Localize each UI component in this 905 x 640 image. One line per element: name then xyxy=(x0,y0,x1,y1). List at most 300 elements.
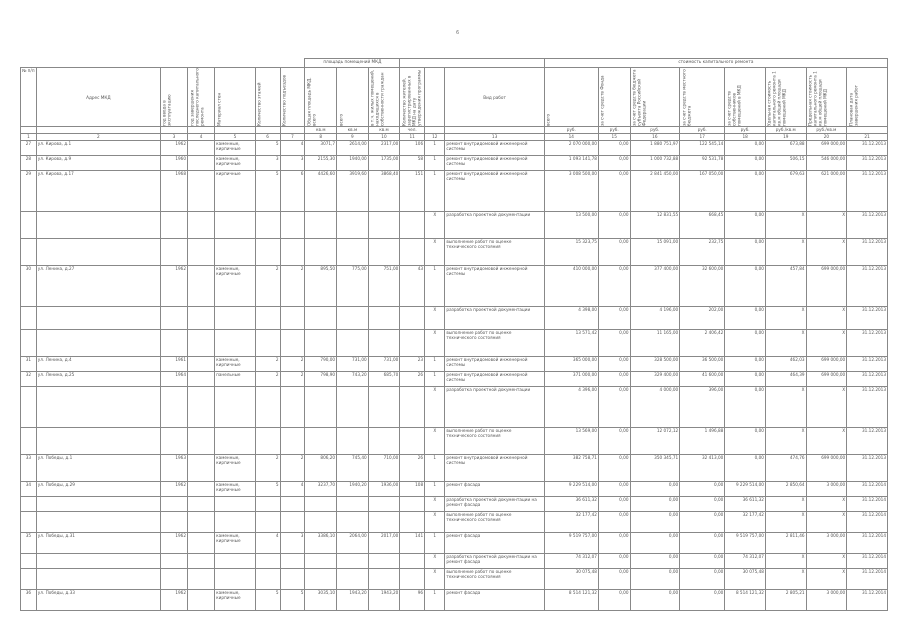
row-local: 0,00 xyxy=(680,569,725,590)
row-planned-date: 31.12.2014 xyxy=(847,482,888,497)
row-area-private: 1735,00 xyxy=(368,156,400,171)
row-address xyxy=(36,307,160,330)
row-entrances: 5 xyxy=(280,590,305,611)
unit-rub: руб. xyxy=(725,127,766,134)
row-address xyxy=(36,387,160,428)
row-residents: 23 xyxy=(400,357,425,372)
row-local: 92 531,78 xyxy=(680,156,725,171)
row-entrances: 6 xyxy=(280,171,305,212)
row-unit-cost: X xyxy=(765,554,806,569)
row-residents: 108 xyxy=(400,482,425,497)
row-local: 122 545,14 xyxy=(680,141,725,156)
row-unit-cost: 457,84 xyxy=(765,266,806,307)
row-floors xyxy=(255,307,280,330)
row-residents xyxy=(400,428,425,455)
row-entrances xyxy=(280,512,305,533)
table-body xyxy=(21,141,888,611)
row-fund: 0,00 xyxy=(598,141,630,156)
row-year-built xyxy=(160,497,187,512)
row-year-repair xyxy=(188,330,215,357)
unit-rub-m2: руб./кв.м xyxy=(765,127,806,134)
row-unit-cost: 462,03 xyxy=(765,357,806,372)
row-address xyxy=(36,428,160,455)
row-entrances xyxy=(280,428,305,455)
row-cost-total: 32 177,42 xyxy=(544,512,598,533)
row-max-cost: 699 000,00 xyxy=(806,357,847,372)
row-owners: 74 312,07 xyxy=(725,554,766,569)
row-max-cost: 699 000,00 xyxy=(806,372,847,387)
row-address: ул. Победы, д.31 xyxy=(36,533,160,554)
row-floors xyxy=(255,428,280,455)
row-wall-material: панельные xyxy=(215,372,256,387)
row-year-built xyxy=(160,512,187,533)
row-max-cost: 3 000,00 xyxy=(806,482,847,497)
row-regional: 0,00 xyxy=(630,512,680,533)
row-planned-date: 31.12.2013 xyxy=(847,239,888,266)
row-planned-date: 31.12.2013 xyxy=(847,212,888,239)
row-work-code: 1 xyxy=(425,590,445,611)
row-regional: 328 500,00 xyxy=(630,357,680,372)
row-wall-material: каменные, кирпичные xyxy=(215,141,256,156)
row-number: 33 xyxy=(21,455,37,482)
row-floors xyxy=(255,239,280,266)
row-entrances xyxy=(280,554,305,569)
row-cost-total: 365 000,00 xyxy=(544,357,598,372)
column-index: 11 xyxy=(400,134,425,141)
col-entrances: Количество подъездов xyxy=(280,68,305,127)
row-number: 32 xyxy=(21,372,37,387)
row-total-area xyxy=(305,569,337,590)
row-year-repair xyxy=(188,554,215,569)
row-work-type: ремонт внутридомовой инженерной системы xyxy=(445,455,544,482)
row-owners: 0,00 xyxy=(725,307,766,330)
row-regional: 4 196,00 xyxy=(630,307,680,330)
row-residents xyxy=(400,239,425,266)
row-cost-total: 4 396,00 xyxy=(544,387,598,428)
column-index: 8 xyxy=(305,134,337,141)
row-owners: 32 177,42 xyxy=(725,512,766,533)
row-regional: 12 831,55 xyxy=(630,212,680,239)
row-local: 32 413,00 xyxy=(680,455,725,482)
row-total-area xyxy=(305,212,337,239)
col-owners: за счет средств собственников помещений в МКД xyxy=(725,68,766,127)
row-owners: 0,00 xyxy=(725,357,766,372)
table-row xyxy=(21,590,888,611)
row-regional: 0,00 xyxy=(630,497,680,512)
row-local: 167 050,00 xyxy=(680,171,725,212)
row-address: ул. Победы, д.29 xyxy=(36,482,160,497)
row-residents xyxy=(400,497,425,512)
row-address: ул. Победы, д.33 xyxy=(36,590,160,611)
row-max-cost: X xyxy=(806,569,847,590)
row-max-cost: 3 000,00 xyxy=(806,533,847,554)
row-work-type: выполнение работ по оценке технического состояния xyxy=(445,512,544,533)
row-local: 36 500,00 xyxy=(680,357,725,372)
row-work-type: ремонт фасада xyxy=(445,533,544,554)
row-year-repair xyxy=(188,239,215,266)
row-owners: 0,00 xyxy=(725,212,766,239)
row-wall-material: каменные, кирпичные xyxy=(215,357,256,372)
row-area-private xyxy=(368,512,400,533)
row-area-total xyxy=(337,239,369,266)
row-area-total xyxy=(337,512,369,533)
column-index: 12 xyxy=(425,134,445,141)
row-total-area: 806,20 xyxy=(305,455,337,482)
row-unit-cost: 673,88 xyxy=(765,141,806,156)
row-residents xyxy=(400,569,425,590)
row-year-repair xyxy=(188,569,215,590)
row-unit-cost: 2 811,46 xyxy=(765,533,806,554)
row-area-total xyxy=(337,330,369,357)
row-owners: 9 519 757,00 xyxy=(725,533,766,554)
row-owners: 0,00 xyxy=(725,171,766,212)
units-row xyxy=(21,127,888,134)
row-planned-date: 31.12.2014 xyxy=(847,533,888,554)
row-year-built: 1962 xyxy=(160,482,187,497)
row-regional: 0,00 xyxy=(630,533,680,554)
row-work-code: 1 xyxy=(425,482,445,497)
row-year-repair xyxy=(188,387,215,428)
row-unit-cost: 679,63 xyxy=(765,171,806,212)
row-fund: 0,00 xyxy=(598,497,630,512)
col-total-area: Общая площадь МКД, всего xyxy=(305,68,337,127)
row-residents: 43 xyxy=(400,266,425,307)
row-work-code: X xyxy=(425,428,445,455)
row-regional: 0,00 xyxy=(630,569,680,590)
row-fund: 0,00 xyxy=(598,569,630,590)
row-wall-material xyxy=(215,307,256,330)
col-year-built: год ввода в эксплуатацию xyxy=(160,68,187,127)
row-area-private xyxy=(368,307,400,330)
row-entrances: 2 xyxy=(280,266,305,307)
row-entrances: 3 xyxy=(280,156,305,171)
row-work-type: ремонт внутридомовой инженерной системы xyxy=(445,156,544,171)
row-total-area: 798,90 xyxy=(305,372,337,387)
table-row xyxy=(21,554,888,569)
row-year-built xyxy=(160,428,187,455)
row-area-private: 3868,40 xyxy=(368,171,400,212)
table-row xyxy=(21,156,888,171)
row-regional: 2 841 450,00 xyxy=(630,171,680,212)
row-area-private xyxy=(368,569,400,590)
row-work-code: X xyxy=(425,387,445,428)
column-index: 1 xyxy=(21,134,37,141)
row-area-total xyxy=(337,428,369,455)
col-regional: за счет средств бюджета субъекта Российской Федерации xyxy=(630,68,680,127)
row-number: 35 xyxy=(21,533,37,554)
unit-rub: руб. xyxy=(680,127,725,134)
col-max-cost: Предельная стоимость капитального ремонта 1 кв.м общей площади помещений МКД xyxy=(806,68,847,127)
row-owners: 0,00 xyxy=(725,387,766,428)
row-area-total: 731,00 xyxy=(337,357,369,372)
row-unit-cost: X xyxy=(765,307,806,330)
row-work-type: разработка проектной документации на ремонт фасада xyxy=(445,497,544,512)
row-number xyxy=(21,330,37,357)
row-unit-cost: 506,15 xyxy=(765,156,806,171)
row-work-type: разработка проектной документации xyxy=(445,307,544,330)
row-area-total xyxy=(337,554,369,569)
table-row xyxy=(21,357,888,372)
cost-group-header: стоимость капитального ремонта xyxy=(544,59,887,68)
row-work-code: 1 xyxy=(425,171,445,212)
row-fund: 0,00 xyxy=(598,554,630,569)
row-unit-cost: X xyxy=(765,497,806,512)
row-year-built xyxy=(160,569,187,590)
row-total-area xyxy=(305,428,337,455)
row-year-repair xyxy=(188,307,215,330)
row-residents xyxy=(400,387,425,428)
row-cost-total: 36 611,32 xyxy=(544,497,598,512)
row-address: ул. Ленина, д.27 xyxy=(36,266,160,307)
row-max-cost: 546 000,00 xyxy=(806,156,847,171)
row-area-total: 775,00 xyxy=(337,266,369,307)
row-number: 29 xyxy=(21,171,37,212)
row-number: 36 xyxy=(21,590,37,611)
row-entrances: 2 xyxy=(280,357,305,372)
row-max-cost: 699 000,00 xyxy=(806,141,847,156)
row-number xyxy=(21,569,37,590)
row-fund: 0,00 xyxy=(598,533,630,554)
row-fund: 0,00 xyxy=(598,590,630,611)
row-planned-date: 31.12.2013 xyxy=(847,428,888,455)
row-owners: 0,00 xyxy=(725,428,766,455)
row-work-code: 1 xyxy=(425,455,445,482)
row-total-area: 2155,30 xyxy=(305,156,337,171)
row-area-total: 1940,00 xyxy=(337,156,369,171)
row-cost-total: 3 008 500,00 xyxy=(544,171,598,212)
row-total-area: 3237,70 xyxy=(305,482,337,497)
row-planned-date: 31.12.2013 xyxy=(847,330,888,357)
row-fund: 0,00 xyxy=(598,372,630,387)
table-row xyxy=(21,330,888,357)
row-work-code: X xyxy=(425,569,445,590)
row-wall-material xyxy=(215,554,256,569)
row-max-cost: X xyxy=(806,428,847,455)
row-max-cost: X xyxy=(806,307,847,330)
row-number xyxy=(21,554,37,569)
row-cost-total: 74 312,07 xyxy=(544,554,598,569)
row-wall-material xyxy=(215,239,256,266)
row-total-area: 3035,10 xyxy=(305,590,337,611)
row-area-private: 1936,00 xyxy=(368,482,400,497)
row-total-area xyxy=(305,239,337,266)
row-year-built: 1962 xyxy=(160,266,187,307)
row-area-private: 710,00 xyxy=(368,455,400,482)
row-floors: 5 xyxy=(255,482,280,497)
row-residents: 151 xyxy=(400,171,425,212)
capital-repair-table xyxy=(20,58,888,611)
column-index: 18 xyxy=(725,134,766,141)
unit-rub: руб. xyxy=(630,127,680,134)
row-year-repair xyxy=(188,455,215,482)
table-row xyxy=(21,512,888,533)
row-unit-cost: 2 850,64 xyxy=(765,482,806,497)
row-number: 28 xyxy=(21,156,37,171)
row-regional: 1 000 732,88 xyxy=(630,156,680,171)
row-address xyxy=(36,512,160,533)
row-wall-material: каменные, кирпичные xyxy=(215,482,256,497)
row-unit-cost: X xyxy=(765,212,806,239)
row-total-area: 4426,60 xyxy=(305,171,337,212)
row-total-area xyxy=(305,387,337,428)
row-planned-date: 31.12.2014 xyxy=(847,512,888,533)
row-planned-date: 31.12.2013 xyxy=(847,141,888,156)
row-max-cost: X xyxy=(806,512,847,533)
row-wall-material xyxy=(215,212,256,239)
column-index-row xyxy=(21,134,888,141)
row-year-repair xyxy=(188,482,215,497)
table-row xyxy=(21,455,888,482)
table-row xyxy=(21,212,888,239)
row-work-code: X xyxy=(425,239,445,266)
row-cost-total: 13 500,00 xyxy=(544,212,598,239)
row-planned-date: 31.12.2014 xyxy=(847,554,888,569)
row-year-repair xyxy=(188,512,215,533)
row-year-built: 1960 xyxy=(160,156,187,171)
row-area-total: 2614,00 xyxy=(337,141,369,156)
row-cost-total: 371 000,00 xyxy=(544,372,598,387)
row-entrances xyxy=(280,330,305,357)
column-index: 21 xyxy=(847,134,888,141)
row-area-total xyxy=(337,387,369,428)
column-index: 5 xyxy=(215,134,256,141)
row-wall-material xyxy=(215,428,256,455)
col-unit-cost: Удельная стоимость капитального ремонта 1 кв.м общей площади помещений МКД xyxy=(765,68,806,127)
row-residents xyxy=(400,330,425,357)
row-year-repair xyxy=(188,141,215,156)
unit-rub-m2: руб./кв.м xyxy=(806,127,847,134)
column-index: 7 xyxy=(280,134,305,141)
header-row xyxy=(21,68,888,127)
row-year-built xyxy=(160,307,187,330)
row-owners: 0,00 xyxy=(725,141,766,156)
row-local: 0,00 xyxy=(680,497,725,512)
row-cost-total: 9 519 757,00 xyxy=(544,533,598,554)
column-index: 14 xyxy=(544,134,598,141)
row-regional: 350 345,71 xyxy=(630,455,680,482)
row-work-code: X xyxy=(425,554,445,569)
row-residents xyxy=(400,307,425,330)
row-area-private xyxy=(368,387,400,428)
column-index: 20 xyxy=(806,134,847,141)
row-cost-total: 8 514 121,32 xyxy=(544,590,598,611)
row-work-code: 1 xyxy=(425,357,445,372)
row-fund: 0,00 xyxy=(598,330,630,357)
row-year-built: 1963 xyxy=(160,455,187,482)
row-unit-cost: X xyxy=(765,569,806,590)
row-area-total: 1940,20 xyxy=(337,482,369,497)
row-area-total: 2064,00 xyxy=(337,533,369,554)
row-max-cost: 3 000,00 xyxy=(806,590,847,611)
row-local: 32 600,00 xyxy=(680,266,725,307)
row-owners: 0,00 xyxy=(725,156,766,171)
table-row xyxy=(21,266,888,307)
row-year-built xyxy=(160,330,187,357)
row-floors: 2 xyxy=(255,357,280,372)
table-row xyxy=(21,372,888,387)
row-planned-date: 31.12.2014 xyxy=(847,497,888,512)
row-year-built xyxy=(160,554,187,569)
row-entrances xyxy=(280,497,305,512)
column-index: 13 xyxy=(445,134,544,141)
column-index: 6 xyxy=(255,134,280,141)
row-planned-date: 31.12.2014 xyxy=(847,590,888,611)
row-owners: 0,00 xyxy=(725,266,766,307)
row-number: 30 xyxy=(21,266,37,307)
row-year-repair xyxy=(188,497,215,512)
row-address xyxy=(36,554,160,569)
row-year-repair xyxy=(188,533,215,554)
row-floors xyxy=(255,387,280,428)
row-wall-material: каменные, кирпичные xyxy=(215,533,256,554)
row-unit-cost: X xyxy=(765,239,806,266)
row-area-private: 751,00 xyxy=(368,266,400,307)
row-max-cost: X xyxy=(806,330,847,357)
row-work-type: ремонт внутридомовой инженерной системы xyxy=(445,357,544,372)
row-year-built: 1962 xyxy=(160,533,187,554)
row-number xyxy=(21,428,37,455)
row-unit-cost: X xyxy=(765,330,806,357)
row-planned-date: 31.12.2013 xyxy=(847,307,888,330)
row-owners: 30 075,48 xyxy=(725,569,766,590)
row-entrances: 2 xyxy=(280,455,305,482)
row-address: ул. Кирова, д.9 xyxy=(36,156,160,171)
row-total-area xyxy=(305,307,337,330)
row-wall-material: кирпичные xyxy=(215,171,256,212)
row-year-built: 1962 xyxy=(160,141,187,156)
column-index: 17 xyxy=(680,134,725,141)
row-local: 2 406,42 xyxy=(680,330,725,357)
row-total-area: 3386,10 xyxy=(305,533,337,554)
row-fund: 0,00 xyxy=(598,455,630,482)
row-work-type: выполнение работ по оценке технического состояния xyxy=(445,239,544,266)
row-work-code: X xyxy=(425,307,445,330)
row-address xyxy=(36,569,160,590)
row-unit-cost: X xyxy=(765,512,806,533)
row-owners: 9 229 514,00 xyxy=(725,482,766,497)
row-max-cost: X xyxy=(806,239,847,266)
row-regional: 0,00 xyxy=(630,482,680,497)
row-work-type: ремонт внутридомовой инженерной системы xyxy=(445,171,544,212)
row-area-private: 731,00 xyxy=(368,357,400,372)
row-work-code: 1 xyxy=(425,266,445,307)
row-address xyxy=(36,497,160,512)
row-area-total: 3919,60 xyxy=(337,171,369,212)
row-planned-date: 31.12.2013 xyxy=(847,387,888,428)
row-residents: 26 xyxy=(400,372,425,387)
col-area-total: всего xyxy=(337,68,369,127)
row-wall-material: каменные, кирпичные xyxy=(215,266,256,307)
row-entrances xyxy=(280,239,305,266)
row-wall-material xyxy=(215,497,256,512)
row-area-private: 2317,00 xyxy=(368,141,400,156)
row-planned-date: 31.12.2014 xyxy=(847,569,888,590)
row-owners: 0,00 xyxy=(725,330,766,357)
row-work-type: ремонт фасада xyxy=(445,482,544,497)
row-local: 41 600,00 xyxy=(680,372,725,387)
row-max-cost: X xyxy=(806,212,847,239)
row-owners: 36 611,32 xyxy=(725,497,766,512)
column-index: 10 xyxy=(368,134,400,141)
row-fund: 0,00 xyxy=(598,512,630,533)
area-group-header: площадь помещений МКД xyxy=(305,59,400,68)
row-area-private: 1943,20 xyxy=(368,590,400,611)
row-area-total xyxy=(337,307,369,330)
row-cost-total: 9 229 514,00 xyxy=(544,482,598,497)
unit-area: кв.м xyxy=(305,127,337,134)
row-work-code: 1 xyxy=(425,533,445,554)
row-wall-material: каменные, кирпичные xyxy=(215,455,256,482)
